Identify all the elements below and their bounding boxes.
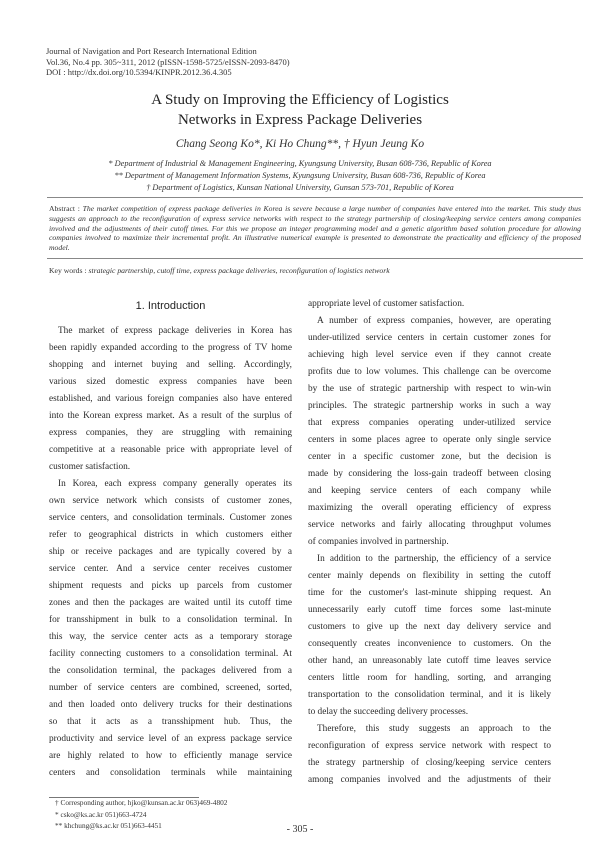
page-number: - 305 - (286, 824, 314, 835)
journal-doi: DOI : http://dx.doi.org/10.5394/KINPR.2012.36.4.305 (46, 67, 232, 78)
text-line: service centers, and consolidation terminals. Customer zones (49, 513, 292, 523)
text-line: service center. And a service center receives customer (49, 564, 292, 574)
text-line: into the Korean express market. As a result of the surplus of (49, 411, 292, 421)
text-line: unnecessarily early cutoff time forces some last-minute (308, 605, 551, 615)
text-line: among companies involved and the adjustments of their (308, 775, 551, 785)
text-line: to delay the succeeding delivery processes. (308, 707, 469, 717)
text-line: zones and then the packages are waited until its cutoff time (49, 598, 292, 608)
text-line: various sized domestic express companies have been (49, 377, 292, 387)
text-line: profits due to low volumes. This challenge can be overcome (308, 367, 551, 377)
title-line-1: A Study on Improving the Efficiency of Logistics (151, 92, 449, 108)
text-line: consequently creates inconvenience to customers. On the (308, 639, 551, 649)
text-line: and then loaded onto delivery trucks for their destinations (49, 700, 292, 710)
text-line: established, and various foreign companies also have entered (49, 394, 292, 404)
text-line: refer to geographical districts in which customers either (49, 530, 292, 540)
text-line: centers and consolidation terminals while maintaining (49, 768, 292, 778)
text-line: this way, the service center acts as a temporary storage (49, 632, 292, 642)
text-line: been rapidly expanded according to the progress of TV home (49, 343, 292, 353)
section-heading: 1. Introduction (135, 300, 206, 312)
text-line: centers in some places agree to operate only single service (308, 435, 551, 445)
text-line: shopping and internet buying and selling. Accordingly, (49, 360, 292, 370)
text-line: productivity and service level of an express package service (49, 734, 292, 744)
journal-header (46, 46, 290, 78)
text-line: appropriate level of customer satisfaction. (308, 299, 465, 309)
affiliation-2: ** Department of Management Information Systems, Kyungsung University, Busan 608-736, Republic of Korea (114, 171, 486, 181)
affiliation-1: * Department of Industrial & Management Engineering, Kyungsung University, Busan 608-736, Republic of Korea (108, 159, 492, 168)
text-line: facility connecting customers to a consolidation terminal. At (49, 649, 292, 659)
affiliations (0, 158, 600, 195)
text-line: under-utilized service centers in certain customer zones for (308, 333, 551, 343)
text-line: maximizing the overall operating efficiency of express (308, 503, 551, 513)
text-line: customer satisfaction. (49, 462, 131, 472)
text-line: In Korea, each express company generally operates its (58, 479, 292, 489)
text-line: ship or receive packages and are typically covered by a (49, 547, 292, 557)
text-line: A number of express companies, however, are operating (317, 316, 551, 326)
text-line: center in a specific customer zone, but the decision is (308, 452, 551, 462)
text-line: principles. The strategic partnership works in such a way (308, 401, 551, 411)
text-line: express companies, they are struggling with remaining (49, 428, 292, 438)
text-line: customers to give up the next day delivery service and (308, 622, 551, 632)
text-line: other hand, an unreasonably late cutoff time leaves service (308, 656, 551, 666)
text-line: transportation to the consolidation terminal, and it is likely (308, 690, 551, 700)
abstract-label: Abstract : (49, 204, 83, 213)
footnote-author-1: * csko@ks.ac.kr 051)663-4724 (55, 809, 147, 819)
text-line: and keeping service centers of each company while (308, 486, 551, 496)
text-line: shipment requests and picks up parcels from customer (49, 581, 292, 591)
abstract-text: The market competition of express package deliveries in Korea is severe because a large number of companies have entered into the market. This study thus suggests an approach to the reconfiguration of express service networks with respect to the strategy partnership of closing/keeping service centers among companies involved and the adjustments of their cutoff times. For this we propose an integer programming model and a genetic algorithm based solution procedure for allowing companies involved to maximize their incremental profit. An illustrative numerical example is presented to demonstrate the practicality and efficiency of the proposed model. (49, 204, 581, 253)
paper-title (0, 90, 600, 130)
text-line: The market of express package deliveries in Korea has (58, 326, 292, 336)
text-line: the consolidation terminal, the packages delivered from a (49, 666, 292, 676)
author-list: Chang Seong Ko*, Ki Ho Chung**, † Hyun Jeung Ko (175, 138, 425, 150)
journal-name: Journal of Navigation and Port Research International Edition (46, 46, 257, 56)
keywords (49, 266, 390, 275)
text-line: center mainly depends on flexibility in setting the cutoff (308, 571, 551, 581)
text-line: competitive at a reasonable price with appropriate level of (49, 445, 292, 455)
affiliation-3: † Department of Logistics, Kunsan National University, Gunsan 573-701, Republic of Korea (146, 183, 454, 193)
footnote-author-2: ** khchung@ks.ac.kr 051)663-4451 (55, 821, 162, 830)
text-line: time for the customer's last-minute shipping request. An (308, 588, 551, 598)
text-line: for transshipment in bulk to a consolidation terminal. In (49, 615, 292, 625)
abstract-box (47, 197, 583, 259)
text-line: Therefore, this study suggests an approach to the (317, 724, 551, 734)
footnote-corresponding: † Corresponding author, hjko@kunsan.ac.kr 063)469-4802 (55, 798, 228, 807)
text-line: so that it acts as a transshipment hub. Thus, the (49, 717, 292, 727)
text-line: service networks and fairly allocating throughput volumes (308, 520, 551, 530)
journal-volume: Vol.36, No.4 pp. 305~311, 2012 (pISSN-1598-5725/eISSN-2093-8470) (46, 56, 290, 67)
text-line: number of service centers are combined, screened, sorted, (49, 683, 292, 693)
keywords-label: Key words : (49, 266, 89, 275)
text-line: of companies involved in partnership. (308, 537, 449, 547)
text-line: by the use of strategic partnership with respect to win-win (308, 384, 551, 394)
text-line: made by considering the loss-gain tradeoff between closing (308, 469, 551, 479)
text-line: own service network which consists of customer zones, (49, 496, 292, 506)
text-line: In addition to the partnership, the efficiency of a service (317, 554, 551, 564)
text-line: the strategy partnership of closing/keeping service centers (308, 758, 551, 768)
abstract (49, 204, 581, 253)
title-line-2: Networks in Express Package Deliveries (177, 112, 423, 128)
text-line: reconfiguration of express service network with respect to (308, 741, 551, 751)
text-line: that express companies operating under-utilized service (308, 418, 551, 428)
keywords-text: strategic partnership, cutoff time, express package deliveries, reconfiguration of logistics network (88, 266, 390, 275)
text-line: achieving high level service even if they cannot create (308, 350, 551, 360)
text-line: are highly related to how to efficiently manage service (49, 751, 292, 761)
text-line: centers little room for handling, sorting, and arranging (308, 673, 551, 683)
